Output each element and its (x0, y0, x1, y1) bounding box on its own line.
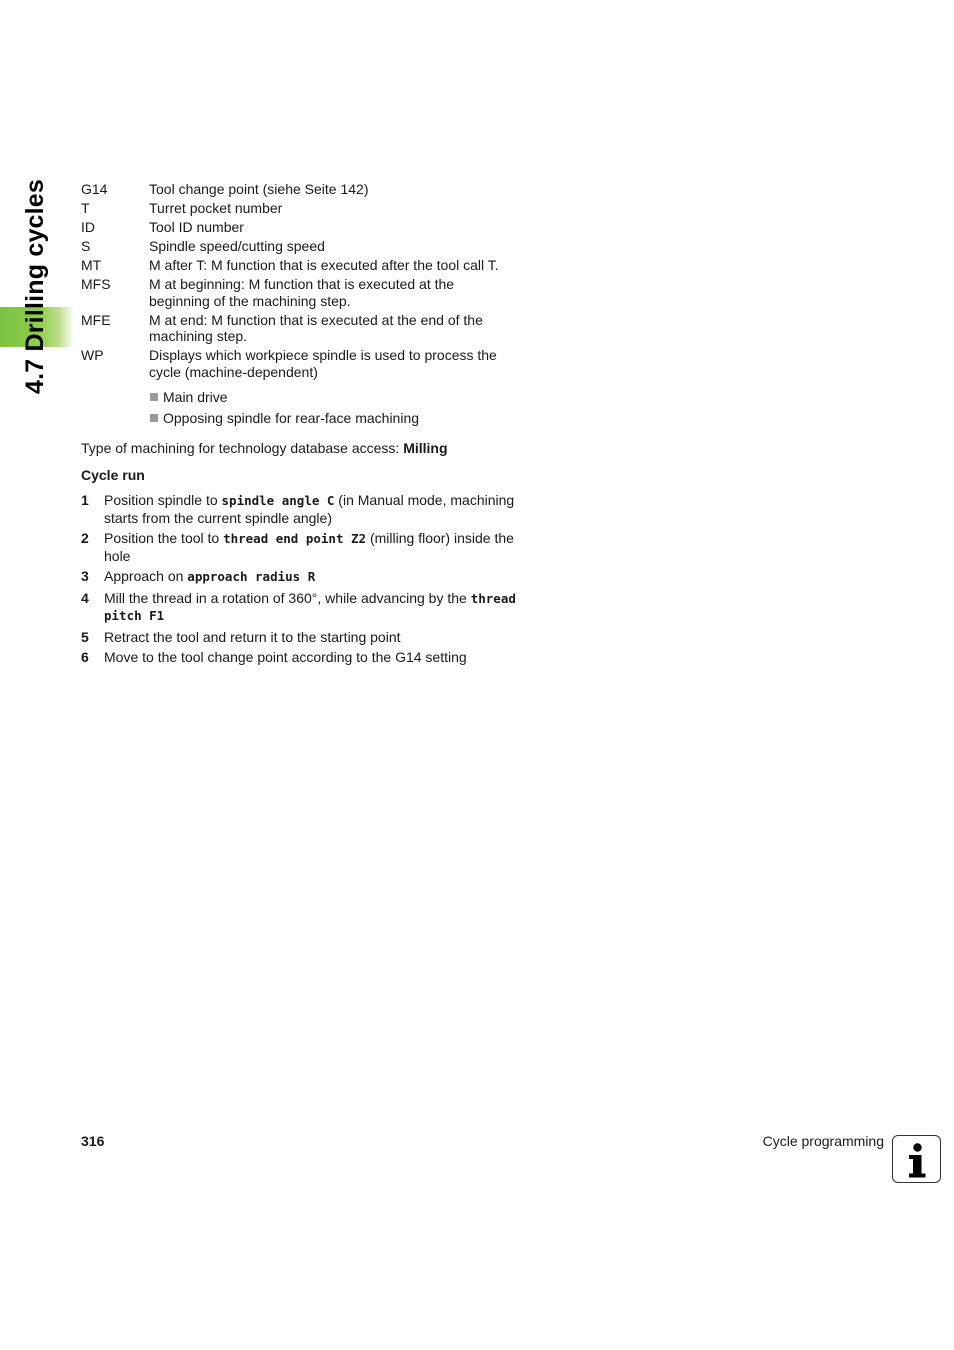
step-text-line (104, 492, 521, 510)
parameter-description-line: cycle (machine-dependent) (149, 363, 318, 380)
cycle-step (81, 629, 521, 646)
parameter-row (81, 238, 531, 255)
step-text-segment: Retract the tool and return it to the starting point (104, 628, 401, 645)
parameter-description-line: Tool change point (siehe Seite 142) (149, 181, 369, 197)
step-number: 6 (81, 649, 89, 665)
workpiece-spindle-options (150, 389, 419, 431)
step-text-segment: Mill the thread in a rotation of 360°, while advancing by the (104, 589, 471, 606)
parameter-description (149, 200, 531, 217)
step-text (104, 530, 521, 564)
step-text-line (104, 649, 521, 666)
parameter-description-line: Tool ID number (149, 219, 244, 235)
parameter-code: S (81, 238, 91, 254)
parameter-description (149, 276, 531, 309)
parameter-code: T (81, 200, 90, 216)
footer-chapter-title: Cycle programming (762, 1133, 884, 1149)
step-text-segment: Move to the tool change point according to the G14 setting (104, 649, 467, 665)
bullet-square-icon (150, 414, 158, 422)
parameter-description-line: M at beginning: M function that is executed at the (149, 276, 455, 292)
parameter-row (81, 312, 531, 345)
parameter-row (81, 200, 531, 217)
parameter-description-line: beginning of the machining step. (149, 292, 351, 309)
bullet-square-icon (150, 393, 158, 401)
parameter-description-line: Displays which workpiece spindle is used to process the (149, 347, 497, 363)
step-text (104, 590, 521, 625)
parameter-code: MT (81, 257, 102, 273)
step-text (104, 649, 521, 666)
info-icon (892, 1135, 941, 1183)
parameter-description (149, 181, 531, 198)
cycle-step (81, 530, 521, 564)
step-text-line (104, 568, 521, 586)
step-text-segment: (in Manual mode, machining (334, 492, 515, 508)
step-number: 4 (81, 589, 89, 606)
parameter-row (81, 257, 531, 274)
machining-type-line (81, 440, 448, 457)
page-number: 316 (81, 1133, 105, 1149)
parameter-code: G14 (81, 181, 108, 197)
parameter-name: pitch F1 (104, 608, 165, 623)
step-text-segment: Position spindle to (104, 492, 222, 508)
step-text-segment: (milling floor) inside the (366, 530, 514, 546)
parameter-description-line: M after T: M function that is executed after the tool call T. (149, 257, 499, 273)
parameter-row (81, 181, 531, 198)
step-number: 2 (81, 530, 89, 546)
step-text-line (104, 510, 521, 527)
cycle-step (81, 568, 521, 586)
cycle-step (81, 590, 521, 625)
parameter-code: WP (81, 347, 104, 363)
parameter-name: thread end point Z2 (223, 531, 367, 546)
list-item (150, 389, 419, 405)
parameter-description (149, 219, 531, 236)
parameter-list (81, 181, 531, 383)
parameter-description-line: machining step. (149, 328, 248, 344)
list-item (150, 410, 419, 426)
step-number: 1 (81, 492, 89, 508)
parameter-code: ID (81, 219, 95, 235)
parameter-row (81, 276, 531, 309)
parameter-description-line: Turret pocket number (149, 200, 283, 216)
step-number: 3 (81, 568, 89, 584)
step-number: 5 (81, 628, 89, 645)
parameter-row (81, 219, 531, 236)
step-text-segment: hole (104, 547, 131, 564)
parameter-description (149, 238, 531, 255)
cycle-step (81, 492, 521, 526)
step-text-line (104, 548, 521, 565)
parameter-code: MFS (81, 276, 111, 292)
list-item-text: Main drive (163, 389, 228, 405)
parameter-code: MFE (81, 311, 111, 328)
parameter-description (149, 347, 531, 380)
parameter-name: thread (470, 590, 516, 606)
parameter-name: approach radius R (187, 569, 316, 584)
step-text (104, 568, 521, 586)
step-text-line (104, 629, 521, 646)
machining-type-label: Type of machining for technology database access: (81, 440, 404, 456)
step-text-line (104, 607, 521, 625)
step-text (104, 629, 521, 646)
machining-type-value: Milling (403, 440, 448, 456)
parameter-description (149, 312, 531, 345)
parameter-description (149, 257, 531, 274)
step-text-segment: Position the tool to (104, 530, 224, 546)
section-title: 4.7 Drilling cycles (21, 178, 49, 394)
parameter-name: spindle angle C (221, 493, 335, 508)
step-text-segment: Approach on (104, 568, 188, 584)
step-text-line (104, 590, 521, 608)
list-item-text: Opposing spindle for rear-face machining (163, 410, 420, 426)
cycle-step (81, 649, 521, 666)
cycle-run-steps (81, 492, 521, 670)
parameter-description-line: Spindle speed/cutting speed (149, 238, 325, 254)
cycle-run-heading: Cycle run (81, 467, 145, 483)
step-text-line (104, 530, 521, 548)
parameter-row (81, 347, 531, 380)
parameter-description-line: M at end: M function that is executed at the end of the (149, 311, 483, 328)
step-text (104, 492, 521, 526)
step-text-segment: starts from the current spindle angle) (104, 509, 332, 526)
